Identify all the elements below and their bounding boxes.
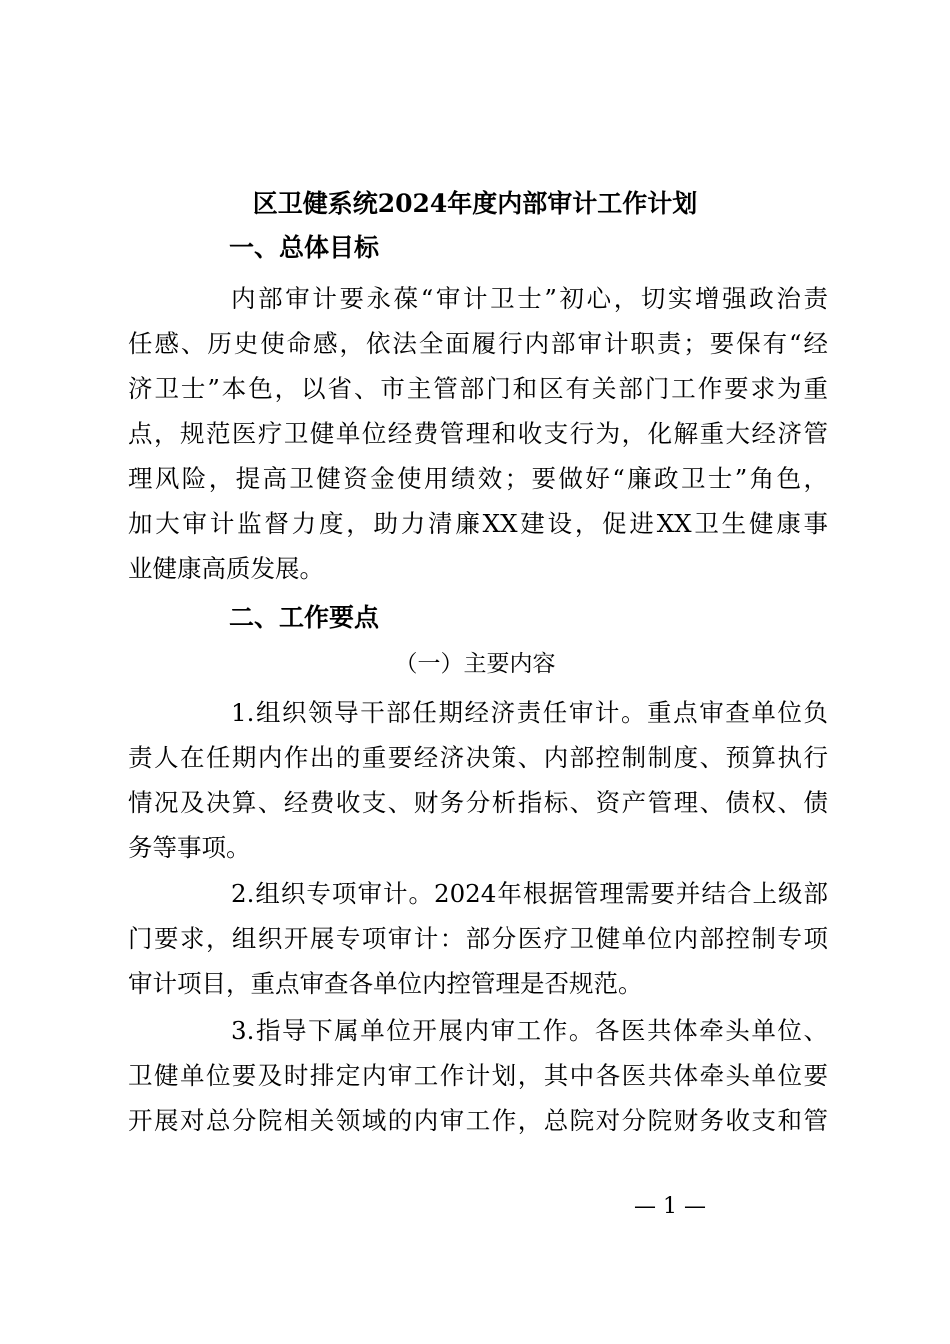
section-heading-overall-goal: 一、总体目标	[229, 233, 380, 262]
paragraph-item-1	[128, 690, 828, 870]
paragraph-line: 责人在任期内作出的重要经济决策、内部控制制度、预算执行	[128, 743, 828, 772]
paragraph-overall-goal	[128, 276, 828, 591]
subsection-heading-main-content: （一）主要内容	[394, 651, 556, 677]
paragraph-line: 审计项目，重点审查各单位内控管理是否规范。	[128, 969, 643, 998]
section-heading-work-points: 二、工作要点	[229, 603, 380, 632]
paragraph-line: 任感、历史使命感，依法全面履行内部审计职责；要保有“经	[128, 329, 828, 358]
paragraph-line: 卫健单位要及时排定内审工作计划，其中各医共体牵头单位要	[128, 1061, 828, 1090]
paragraph-line: 情况及决算、经费收支、财务分析指标、资产管理、债权、债	[128, 788, 828, 817]
page-number: — 1 —	[634, 1194, 706, 1219]
paragraph-line: 理风险，提高卫健资金使用绩效；要做好“廉政卫士”角色，	[128, 464, 828, 493]
paragraph-line: 加大审计监督力度，助力清廉XX建设，促进XX卫生健康事	[128, 509, 828, 538]
paragraph-line: 门要求，组织开展专项审计：部分医疗卫健单位内部控制专项	[128, 924, 828, 953]
paragraph-line: 内部审计要永葆“审计卫士”初心，切实增强政治责	[231, 284, 828, 313]
paragraph-line: 业健康高质发展。	[128, 554, 324, 583]
paragraph-line: 2.组织专项审计。2024年根据管理需要并结合上级部	[231, 879, 828, 908]
paragraph-line: 济卫士”本色，以省、市主管部门和区有关部门工作要求为重	[128, 374, 828, 403]
paragraph-line: 1.组织领导干部任期经济责任审计。重点审查单位负	[231, 698, 828, 727]
document-title: 区卫健系统2024年度内部审计工作计划	[252, 189, 698, 218]
paragraph-line: 开展对总分院相关领域的内审工作，总院对分院财务收支和管	[128, 1106, 828, 1135]
paragraph-line: 点，规范医疗卫健单位经费管理和收支行为，化解重大经济管	[128, 419, 828, 448]
paragraph-item-2	[128, 871, 828, 1006]
paragraph-line: 务等事项。	[128, 833, 251, 862]
paragraph-item-3	[128, 1008, 828, 1143]
paragraph-line: 3.指导下属单位开展内审工作。各医共体牵头单位、	[231, 1016, 828, 1045]
